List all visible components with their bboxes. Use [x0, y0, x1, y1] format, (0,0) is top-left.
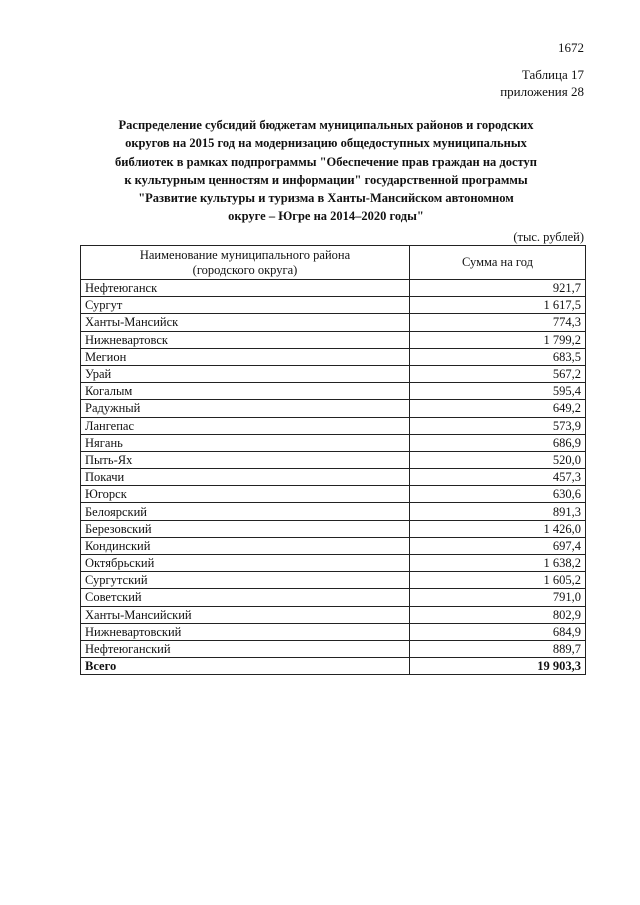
annual-sum: 686,9 [410, 434, 586, 451]
table-row [81, 589, 586, 606]
table-row [81, 640, 586, 657]
annual-sum: 684,9 [410, 623, 586, 640]
title-line3: библиотек в рамках подпрограммы "Обеспечение прав граждан на доступ [115, 154, 537, 169]
municipality-name: Октябрьский [81, 555, 410, 572]
page-number: 1672 [558, 40, 584, 55]
municipality-name: Кондинский [81, 537, 410, 554]
title-line2: округов на 2015 год на модернизацию общедоступных муниципальных [125, 136, 527, 151]
table-row [81, 469, 586, 486]
annual-sum: 683,5 [410, 348, 586, 365]
annual-sum: 1 605,2 [410, 572, 586, 589]
table-row [81, 555, 586, 572]
annual-sum: 1 638,2 [410, 555, 586, 572]
annual-sum: 595,4 [410, 383, 586, 400]
municipality-name: Нижневартовск [81, 331, 410, 348]
annual-sum: 520,0 [410, 451, 586, 468]
document-title [70, 116, 582, 226]
municipality-name: Урай [81, 365, 410, 382]
municipality-name: Нефтеюганск [81, 280, 410, 297]
municipality-name: Березовский [81, 520, 410, 537]
annual-sum: 630,6 [410, 486, 586, 503]
table-row [81, 383, 586, 400]
annual-sum: 1 426,0 [410, 520, 586, 537]
table-row [81, 520, 586, 537]
table-row [81, 623, 586, 640]
table-row [81, 348, 586, 365]
total-row [81, 658, 586, 675]
municipality-name: Сургутский [81, 572, 410, 589]
table-reference [500, 66, 584, 100]
units-label: (тыс. рублей) [513, 230, 584, 244]
municipality-name: Нягань [81, 434, 410, 451]
municipality-name: Покачи [81, 469, 410, 486]
column-header-name-line1: Наименование муниципального района [139, 247, 351, 262]
municipality-name: Сургут [81, 297, 410, 314]
municipality-name: Белоярский [81, 503, 410, 520]
municipality-name: Советский [81, 589, 410, 606]
annual-sum: 457,3 [410, 469, 586, 486]
municipality-name: Ханты-Мансийский [81, 606, 410, 623]
table-header-row [81, 246, 586, 280]
annual-sum: 774,3 [410, 314, 586, 331]
table-row [81, 572, 586, 589]
table-row [81, 331, 586, 348]
municipality-name: Югорск [81, 486, 410, 503]
table-ref-line1: Таблица 17 [521, 67, 584, 82]
title-line6: округе – Югре на 2014–2020 годы" [228, 209, 424, 224]
total-sum: 19 903,3 [410, 658, 586, 675]
title-line4: к культурным ценностям и информации" государственной программы [124, 172, 528, 187]
municipality-name: Нижневартовский [81, 623, 410, 640]
municipality-name: Нефтеюганский [81, 640, 410, 657]
table-row [81, 314, 586, 331]
annual-sum: 573,9 [410, 417, 586, 434]
table-ref-line2: приложения 28 [500, 84, 584, 99]
table-row [81, 537, 586, 554]
table-row [81, 417, 586, 434]
annual-sum: 791,0 [410, 589, 586, 606]
annual-sum: 921,7 [410, 280, 586, 297]
municipality-name: Радужный [81, 400, 410, 417]
column-header-sum: Сумма на год [410, 246, 586, 280]
table-row [81, 451, 586, 468]
annual-sum: 1 799,2 [410, 331, 586, 348]
column-header-name-line2: (городского округа) [192, 262, 298, 277]
table-body [81, 280, 586, 675]
annual-sum: 802,9 [410, 606, 586, 623]
total-label: Всего [81, 658, 410, 675]
table-row [81, 606, 586, 623]
title-line5: "Развитие культуры и туризма в Ханты-Мансийском автономном [138, 191, 514, 206]
annual-sum: 891,3 [410, 503, 586, 520]
municipality-name: Пыть-Ях [81, 451, 410, 468]
table-row [81, 280, 586, 297]
table-row [81, 486, 586, 503]
municipality-name: Ханты-Мансийск [81, 314, 410, 331]
annual-sum: 649,2 [410, 400, 586, 417]
table-row [81, 434, 586, 451]
column-header-name [81, 246, 410, 280]
annual-sum: 1 617,5 [410, 297, 586, 314]
municipality-name: Когалым [81, 383, 410, 400]
annual-sum: 697,4 [410, 537, 586, 554]
table-row [81, 400, 586, 417]
title-line1: Распределение субсидий бюджетам муниципальных районов и городских [118, 118, 534, 132]
table-row [81, 297, 586, 314]
municipality-name: Лангепас [81, 417, 410, 434]
table-row [81, 365, 586, 382]
subsidy-table [80, 245, 586, 675]
annual-sum: 567,2 [410, 365, 586, 382]
annual-sum: 889,7 [410, 640, 586, 657]
table-row [81, 503, 586, 520]
municipality-name: Мегион [81, 348, 410, 365]
